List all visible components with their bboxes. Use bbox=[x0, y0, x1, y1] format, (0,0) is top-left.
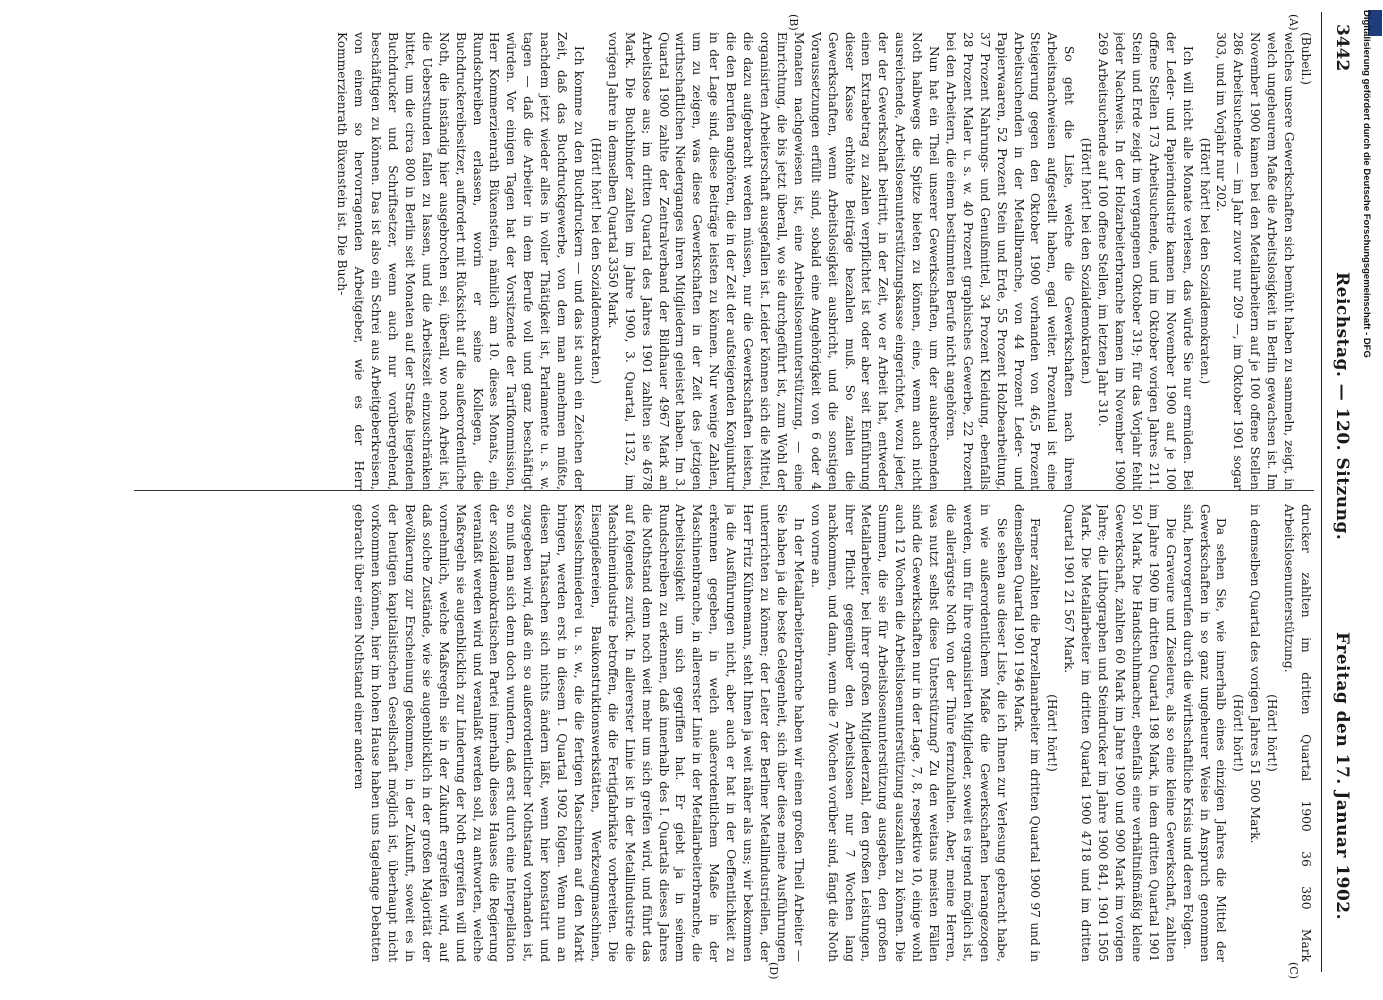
interjection: (Hört! hört! bei den Sozialdemokraten.) bbox=[588, 137, 603, 385]
paragraph: Ferner zahlten die Porzellanarbeiter im dritten Quartal 1900 97 und in demselben Quartal 1901 1946 Mark. bbox=[1011, 504, 1043, 962]
paragraph: Nun hat ein Theil unserer Gewerkschaften, um der ausbrechenden Noth halbwegs die Spitze bieten zu können, eine, wenn auch nicht ausreichende, Arbeitslosenunterstützungskasse eingerichtet, wozu jeder, der der Gewerkschaft beitritt, in der Zeit, wo er Arbeit hat, entweder einen Extrabetrag zu zahlen verpflichtet ist oder aber seit Einführung dieser Kasse erhöhte Beiträge bezahlen muß. So zahlen die Gewerkschaften, wenn Arbeitslosigkeit ausbricht, und die sonstigen Voraussetzungen erfüllt sind, sobald eine Angehörigkeit von 6 oder 4 Monaten nachgewiesen ist, eine Arbeitslosenunterstützung, — eine Einrichtung, die bis jetzt überall, wo sie durchgeführt ist, zum Wohl der organisirten Arbeiterschaft ausgefallen ist. Leider können sich die Mittel, die dazu aufgebracht werden müssen, nur die Gewerkschaften leisten, die den Berufen angehören, die in der Zeit der aufsteigenden Konjunktur in der Lage sind, diese Beiträge leisten zu können. Nur wenige Zahlen, um zu zeigen, was diese Gewerkschaften in der Zeit des jetzigen wirthschaftlichen Niederganges ihren Mitgliedern geleistet haben. Im 3. Quartal 1900 zahlte der Zentralverband der Bildhauer 4967 Mark an Arbeitslose aus; im dritten Quartal des Jahres 1901 zahlten sie 4678 Mark. Die Buchbinder zahlten im Jahre 1900, 3. Quartal, 1132, im vorigen Jahre in demselben Quartal 3350 Mark. bbox=[605, 32, 942, 490]
right-text-column bbox=[134, 504, 1314, 962]
credit-text: Digitalisierung gefördert durch die Deutsche Forschungsgemeinschaft - bbox=[1361, 10, 1372, 336]
credit-logo-text: DFG bbox=[1361, 337, 1372, 358]
paragraph: drucker zahlten im dritten Quartal 1900 36 380 Mark Arbeitslosenunterstützung. bbox=[1282, 504, 1313, 962]
page-header bbox=[1321, 12, 1360, 972]
paragraph: Die Graveure und Ziseleure, als so eine kleine Gewerkschaft, zahlten im Jahre 1900 im dritten Quartal 198 Mark, in dem dritten Quartal 1901 501 Mark. Die Handschuhmacher, ebenfalls eine verhältnißmäßig kleine Gewerkschaft, zahlten 60 Mark im Jahre 1900 und 900 Mark im vorigen Jahre; die Lithographen und Steindrucker im Jahre 1900 841, 1901 1505 Mark. Die Metallarbeiter im dritten Quartal 1900 4718 und im dritten Quartal 1901 21 567 Mark. bbox=[1062, 504, 1178, 962]
margin-marker-b: (B) bbox=[787, 14, 800, 31]
interjection: (Hört! hört!) bbox=[1231, 694, 1246, 772]
rotated-page bbox=[70, 12, 1360, 980]
paragraph: Sie sehen aus dieser Liste, die ich Ihnen zur Verlesung gebracht habe, in wie außerordentlichem Maße die Gewerkschaften herangezogen werden, um für ihre organisirten Mitglieder, soweit es irgend möglich ist, die allerärgste Noth von der Thüre fernzuhalten. Aber, meine Herren, was nutzt selbst diese Unterstützung? Zu den weitaus meisten Fällen sind die Gewerkschaften nur in der Lage, 7, 8, respektive 10, einige wohl auch 12 Wochen die Arbeitslosenunterstützung auszahlen zu können. Die Summen, die sie für Arbeitslosenunterstützung ausgeben, den großen Metallarbeiter, bei ihrer großen Mitgliederzahl, den großen Leistungen, ihrer Pflicht gegenüber den Arbeitslosen nur 7 Wochen lang nachkommen, und dann, wenn die 7 Wochen vorüber sind, fängt die Noth von vorne an. bbox=[808, 504, 1009, 962]
interjection: (Hört! hört! bei den Sozialdemokraten.) bbox=[1079, 137, 1094, 385]
margin-marker-c: (C) bbox=[1287, 962, 1300, 979]
interjection: (Hört! hört!) bbox=[1045, 694, 1060, 772]
paragraph: Da sehen Sie, wie innerhalb eines einzigen Jahres die Mittel der Gewerkschaften in so ganz ungeheurer Weise in Anspruch genommen sind, hervorgerufen durch die wirthschaftliche Krisis und deren Folgen. bbox=[1180, 504, 1229, 962]
interjection: (Hört! hört!) bbox=[1265, 694, 1280, 772]
paragraph: Ich komme zu den Buchdruckern — und das ist auch ein Zeichen der Zeit, daß das Buchdruckgewerbe, von dem man annehmen müßte, nachdem jetzt wieder alles in voller Thätigkeit ist, Parlamente u. s. w. tagen — daß die Arbeiter in dem Berufe voll und ganz beschäftigt würden. Vor einigen Tagen hat der Vorsitzende der Tarifkommission, Herr Kommerzienrath Büxenstein, nämlich am 10. dieses Monats, ein Rundschreiben erlassen, worin er seine Kollegen, die Buchdruckereibesitzer, auffordert mit Rücksicht auf die außerordentliche Noth, die inständig hier ausgebrochen sei, überall, wo noch Arbeit ist, die Ueberstunden fallen zu lassen, und die Arbeitszeit einzuschränken bittet, um die circa 800 in Berlin seit Monaten auf der Straße liegenden Buchdrucker und Schriftsetzer, wenn auch nur vorübergehend, beschäftigen zu können. Das ist also ein Schrei aus Arbeitgeberkreisen, von einem so hervorragenden Arbeitgeber, wie es der Herr Kommerzienrath Büxenstein ist. Die Buch- bbox=[335, 32, 587, 490]
paragraph: So geht die Liste, welche die Gewerkschaften nach ihren Arbeitsnachweisen aufgestellt haben, egal weiter. Prozentual ist eine Steigerung gegen den Oktober 1900 vorhanden von 46,5 Prozent Arbeitsuchenden in der Metallbranche, von 44 Prozent Leder- und Papierwaaren, 52 Prozent Stein und Erde, 55 Prozent Holzbearbeitung, 37 Prozent Nahrungs- und Genußmittel, 34 Prozent Kleidung, ebenfalls 28 Prozent Maler u. s. w. 40 Prozent graphisches Gewerbe, 22 Prozent bei den Arbeitern, die einem bestimmten Berufe nicht angehören. bbox=[943, 32, 1077, 490]
session-date: Freitag den 17. Januar 1902. bbox=[1332, 632, 1352, 921]
column-divider bbox=[134, 490, 1314, 491]
paragraph: Ich will nicht alle Monate verlesen, das würde Sie nur ermüden. Bei der Leder- und Papierindustrie kamen im November 1900 auf je 100 offene Stellen 173 Arbeitsuchende, und im Oktober vorigen Jahres 211. Stein und Erde zeigt im vergangenen Oktober 319; für das Vorjahr fehlt jeder Nachweis. In der Holzarbeiterbranche kamen im November 1900 269 Arbeitsuchende auf 100 offene Stellen, im letzten Jahr 310. bbox=[1096, 32, 1195, 490]
page-inner bbox=[70, 12, 1360, 980]
paragraph: welches unsere Gewerkschaften sich bemüht haben zu sammeln, zeigt, in welch ungeheurem Maße die Arbeitslosigkeit in Berlin gewachsen ist. Im November 1900 kamen bei den Metallarbeitern auf je 100 offene Stellen 286 Arbeitsuchende — im Jahr zuvor nur 209 —, im Oktober 1901 sogar 303, und im Vorjahr nur 202. bbox=[1214, 32, 1297, 490]
digitization-credit bbox=[1361, 10, 1372, 358]
interjection: (Hört! hört! bei den Sozialdemokraten.) bbox=[1197, 137, 1212, 385]
left-text-column bbox=[134, 32, 1314, 490]
session-title: Reichstag. — 120. Sitzung. bbox=[1332, 272, 1352, 541]
page-number: 3442 bbox=[1332, 24, 1352, 72]
paragraph: (Bubeil.) bbox=[1299, 32, 1313, 85]
margin-marker-a: (A) bbox=[1287, 14, 1300, 31]
paragraph: In der Metallarbeiterbranche haben wir einen großen Theil Arbeiter — Sie haben ja die beste Gelegenheit, sich über diese meine Ausführungen unterrichten zu können; der Leiter der Berliner Metallindustriellen, der Herr Fritz Kühnemann, steht Ihnen ja weit näher als uns; wir bekommen ja die Ausführungen nicht, aber auch er hat in der Oeffentlichkeit zu erkennen gegeben, in welch außerordentlichem Maße in der Maschinenbranche, in allererster Linie in der Metallarbeiterbranche, die Arbeitslosigkeit um sich gegriffen hat. Er giebt ja in seinem Rundschreiben zu erkennen, daß innerhalb des I. Quartals dieses Jahres die Nothstand denn noch weit mehr um sich greifen wird, und führt das auf folgendes zurück. In allererster Linie ist in der Metallindustrie die Maschinenindustrie betroffen, die die Fertigfabrikate vorbereiten. Die Eisengießereien, Baukonstruktionswerkstätten, Werkzeugmaschinen, Kesselschmiederei u. s. w., die die fertigen Maschinen auf den Markt bringen, werden erst in diesem I. Quartal 1902 folgen. Wenn nun an diesen Thatsachen sich nichts ändern läßt, wenn hier konstatirt und zugegeben wird, daß ein so außerordentlicher Nothstand vorhanden ist, so muß man sich denn doch wundern, daß erst durch eine Interpellation der sozialdemokratischen Partei innerhalb dieses Hauses die Regierung veranlaßt werden wird und veranlaßt werden soll, zu antworten, welche Maßregeln sie augenblicklich zur Linderung der Noth ergreifen will und vornehmlich, welche Maßregeln sie in der Zukunft ergreifen wird, auf daß solche Zustände, wie sie augenblicklich in der großen Majorität der Bevölkerung zur Erscheinung gekommen, in der Zukunft, soweit es in der heutigen kapitalistischen Gesellschaft möglich ist, überhaupt nicht vorkommen können, hier im hohen Hause haben uns tagelange Debatten gebracht über einen Nothstand einer anderen bbox=[352, 504, 806, 962]
paragraph: in demselben Quartal des vorigen Jahres 51 500 Mark. bbox=[1248, 504, 1263, 844]
margin-marker-d: (D) bbox=[767, 962, 780, 980]
